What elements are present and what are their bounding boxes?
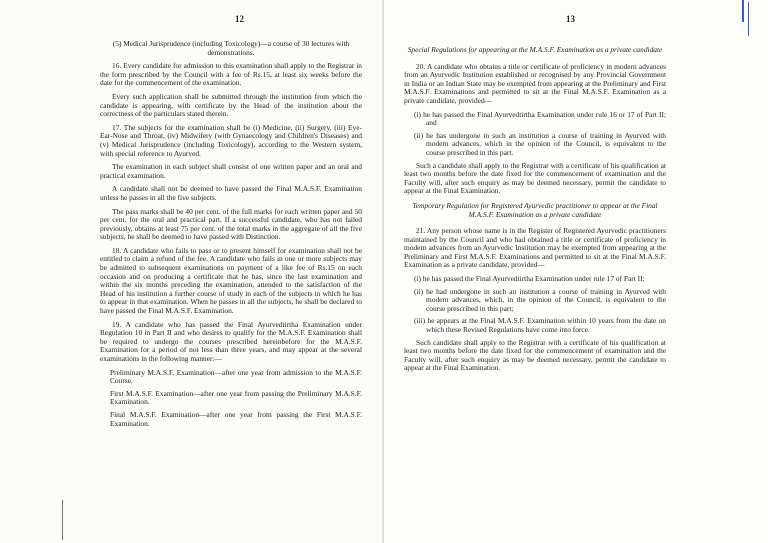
condition-21-iii: (iii) he appears at the Final M.A.S.F. Examination within 10 years from the date on which these Revised Regulations have come into force. bbox=[414, 316, 666, 335]
right-page bbox=[384, 0, 768, 543]
left-page-body bbox=[100, 40, 362, 432]
condition-21-ii: (ii) he had undergone in such an institution a course of training in Ayurved with modern advances, which, in the opinion of the Council, is equivalent to the course prescribed in this part; bbox=[414, 286, 666, 313]
condition-ii: (ii) he has undergone in such an institution a course of training in Ayurved with modern advances, which in the opinion of the Council, is equivalent to the course prescribed in this part. bbox=[414, 130, 666, 157]
edge-mark bbox=[742, 0, 744, 22]
regulation-17-paragraph-c: A candidate shall not be deemed to have passed the Final M.A.S.F. Examination unless he passes in all the five subjects. bbox=[100, 184, 362, 202]
regulation-17: 17. The subjects for the examination shall be (i) Medicine, (ii) Surgery, (iii) Eye-Ear-Nose and Throat, (iv) Midwifery (with Gynaecology and Children's Diseases) and (v) Medical Jurisprudence (including Toxicology), according to the Western system, with special reference to Ayurved. bbox=[100, 122, 362, 158]
exam-first: First M.A.S.F. Examination—after one year from passing the Preliminary M.A.S.F. Examination. bbox=[110, 388, 362, 407]
page-crease bbox=[62, 500, 63, 540]
page-number: 12 bbox=[235, 14, 244, 24]
regulation-18: 18. A candidate who fails to pass or to present himself for examination shall not be entitled to claim a refund of the fee. A candidate who fails in one or more subjects may be admitted to subsequent examinations on payment of a like fee of Rs.15 on each occasion and on producing a certificate that he has, since the last examination and within the six months preceding the examination, attended to the satisfaction of the Head of his institution a further course of study in each of the subjects in which he has to appear in that examination. When he passes in all the subjects, he shall be declared to have passed the Final M.A.S.F. Examination. bbox=[100, 245, 362, 316]
regulation-21-paragraph: Such candidate shall apply to the Registrar with a certificate of his qualification at least two months before the date fixed for the commencement of examination and the Faculty will, after such enquiry as may be deemed necessary, permit the candidate to appear at the Final Examination. bbox=[404, 337, 666, 373]
regulation-16: 16. Every candidate for admission to this examination shall apply to the Registrar in the form prescribed by the Council with a fee of Rs.15, at least six weeks before the date for the commencement of the examination. bbox=[100, 61, 362, 88]
regulation-17-paragraph-b: The examination in each subject shall consist of one written paper and an oral and practical examination. bbox=[100, 162, 362, 180]
condition-21-i: (i) he has passed the Final Ayurvedtirtha Examination under rule 17 of Part II; bbox=[414, 274, 645, 284]
page-number: 13 bbox=[566, 14, 575, 24]
regulation-19: 19. A candidate who has passed the Final Ayurvedtirtha Examination under Regulation 10 in Part II and who desires to qualify for the M.A.S.F. Examination shall be required to undergo the courses prescribed hereinbefore for the M.A.S.F. Examination for a period of not less than three years, and may appear at the several examinations in the following manner:— bbox=[100, 319, 362, 363]
regulation-20: 20. A candidate who obtains a title or certificate of proficiency in modern advances from an Ayurvedic Institution established or recognised by any Provincial Government in India or an Indian State may be exempted from appearing at the Preliminary and First M.A.S.F. Examinations and permitted to sit at the Final M.A.S.F. Examination as a private candidate, provided— bbox=[404, 61, 666, 105]
right-page-body bbox=[404, 40, 666, 378]
section-heading-private-candidate: Special Regulations for appearing at the M.A.S.F. Examination as a private candidate bbox=[407, 45, 663, 54]
condition-i: (i) he has passed the Final Ayurvedtirtha Examination under rule 16 or 17 of Part II; and bbox=[414, 109, 666, 128]
exam-final: Final M.A.S.F. Examination—after one year from passing the First M.A.S.F. Examination. bbox=[110, 409, 362, 428]
exam-preliminary: Preliminary M.A.S.F. Examination—after one year from admission to the M.A.S.F. Course. bbox=[110, 367, 362, 386]
section-heading-temporary: Temporary Regulation for Registered Ayurvedic practitioner to appear at the Final M.A.S.F. Examination as a private candidate bbox=[412, 200, 658, 219]
regulation-16-paragraph: Every such application shall be submitted through the institution from which the candidate is appearing, with certificate by the Head of the institution about the correctness of the particulars stated therein. bbox=[100, 91, 362, 119]
item-5: (5) Medical Jurisprudence (including Toxicology)—a course of 30 lectures with demonstrations. bbox=[112, 39, 350, 57]
edge-mark bbox=[748, 2, 749, 36]
regulation-21: 21. Any person whose name is in the Register of Registered Ayurvedic practitioners maintained by the Council and who had obtained a title or certificate of proficiency in modern advances from an Ayurvedic Institution may be exempted from appearing at the Preliminary and First M.A.S.F. Examinations and permitted to sit at the Final M.A.S.F. Examination as a private candidate, provided— bbox=[404, 226, 666, 270]
regulation-20-paragraph: Such a candidate shall apply to the Registrar with a certificate of his qualification at least two months before the date fixed for the commencement of examination and the Faculty will, after such enquiry as may be deemed necessary, permit the candidate to appear at the Final Examination. bbox=[404, 160, 666, 196]
regulation-17-paragraph-d: The pass marks shall be 40 per cent. of the full marks for each written paper and 50 per cent. for the oral and practical part. If a successful candidate, who has not failed previously, obtains at least 75 per cent. of the total marks in the aggregate of all the five subjects, he shall be deemed to have passed with Distinction. bbox=[100, 206, 362, 242]
